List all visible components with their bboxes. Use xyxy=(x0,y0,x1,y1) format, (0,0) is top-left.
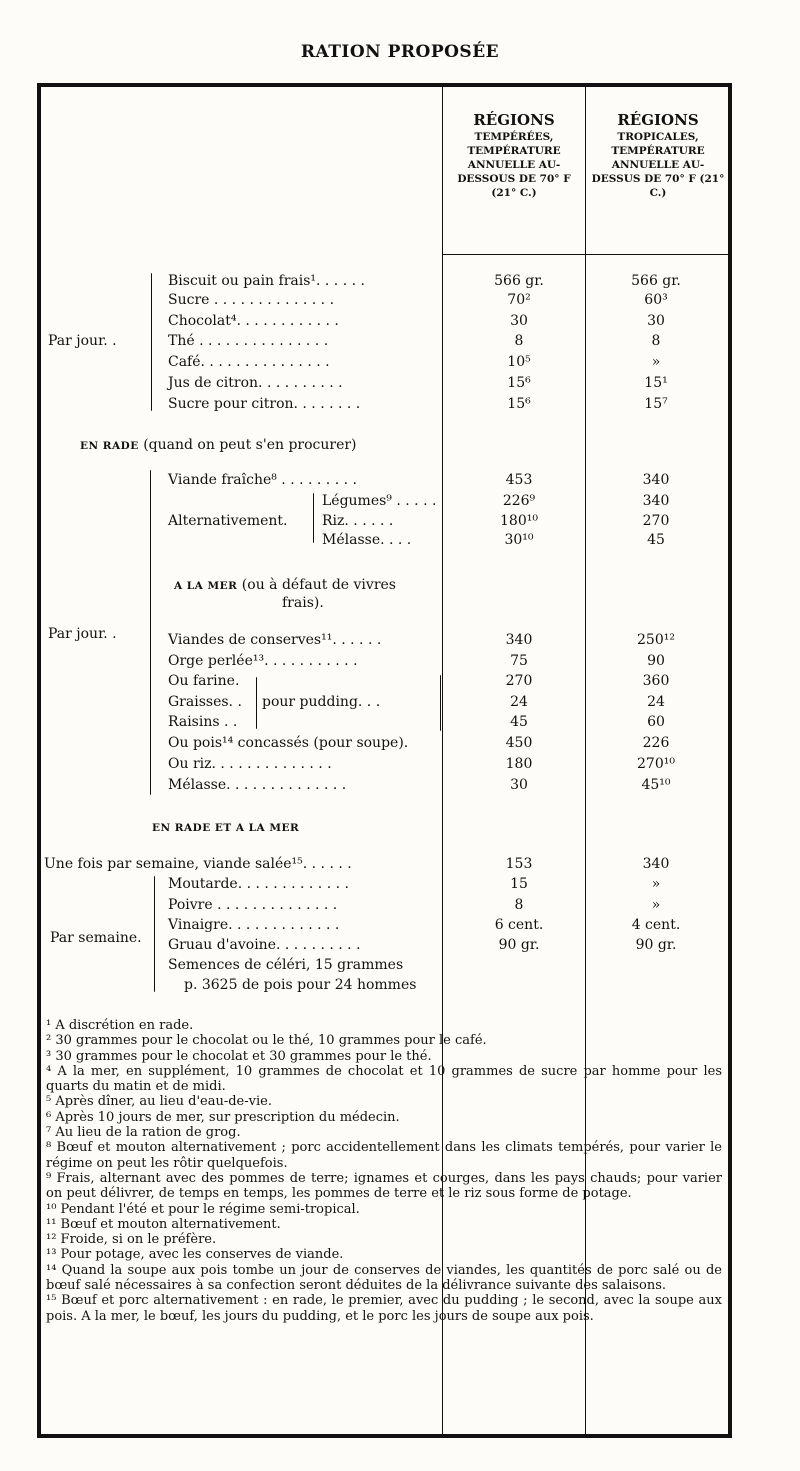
par-semaine-label: Par semaine. xyxy=(50,930,142,946)
row-label: Sucre . . . . . . . . . . . . . . xyxy=(168,292,335,308)
row-label: Sucre pour citron. . . . . . . . xyxy=(168,396,361,412)
row-value-temperate: 8 xyxy=(514,897,524,913)
row-value-tropical: 360 xyxy=(642,673,670,689)
row-value-tropical: 270¹⁰ xyxy=(637,756,675,772)
row-value-tropical: 340 xyxy=(642,493,670,509)
footnote: ³ 30 grammes pour le chocolat et 30 grammes pour le thé. xyxy=(46,1048,432,1064)
brace-alternativement xyxy=(313,493,314,543)
row-value-tropical: 226 xyxy=(642,735,670,751)
row-label: Mélasse. . . . . . . . . . . . . . xyxy=(168,777,347,793)
row-value-temperate: 45 xyxy=(510,714,528,730)
en-rade-heading xyxy=(80,436,357,455)
a-la-mer-heading xyxy=(174,576,396,595)
row-value-tropical: 90 xyxy=(647,653,665,669)
row-value-temperate: 450 xyxy=(505,735,533,751)
brace-pudding-right xyxy=(440,675,441,731)
row-value-tropical: 30 xyxy=(647,313,665,329)
row-value-temperate: 6 cent. xyxy=(494,917,544,933)
footnote: ⁷ Au lieu de la ration de grog. xyxy=(46,1125,241,1141)
row-value-tropical: 45¹⁰ xyxy=(641,777,671,793)
row-value-temperate: 453 xyxy=(505,472,533,488)
row-value-temperate: 180¹⁰ xyxy=(500,513,538,529)
header-temperate-title: RÉGIONS xyxy=(473,111,555,129)
footnote: ¹³ Pour potage, avec les conserves de viande. xyxy=(46,1247,344,1263)
footnote: ¹⁵ Bœuf et porc alternativement : en rade, le premier, avec du pudding ; le second, avec la soupe aux pois. A la mer, le bœuf, les jours du pudding, et le porc les jours de soupe aux pois. xyxy=(46,1293,722,1324)
row-value-tropical: 8 xyxy=(651,333,661,349)
row-label: Jus de citron. . . . . . . . . . xyxy=(168,375,343,391)
row-value-temperate: 15⁶ xyxy=(507,396,531,412)
row-value-tropical: 250¹² xyxy=(637,632,675,648)
row-label: Graisses. . xyxy=(168,694,242,710)
row-label: Orge perlée¹³. . . . . . . . . . . xyxy=(168,653,358,669)
row-value-temperate: 70² xyxy=(507,292,531,308)
footnote: ² 30 grammes pour le chocolat ou le thé, 10 grammes pour le café. xyxy=(46,1033,487,1049)
row-value-temperate: 180 xyxy=(505,756,533,772)
header-temperate xyxy=(446,110,582,200)
en-rade-label: EN RADE xyxy=(80,440,139,452)
row-value-tropical: 45 xyxy=(647,532,665,548)
footnote: ⁴ A la mer, en supplément, 10 grammes de chocolat et 10 grammes de sucre par homme pour les quarts du matin et de midi. xyxy=(46,1063,722,1095)
row-value-temperate: 153 xyxy=(505,856,533,872)
row-label: Café. . . . . . . . . . . . . . . xyxy=(168,354,330,370)
row-value-tropical: 15⁷ xyxy=(644,396,668,412)
footnote: ⁵ Après dîner, au lieu d'eau-de-vie. xyxy=(46,1094,272,1110)
brace-par-semaine xyxy=(154,876,155,992)
row-label: Ou riz. . . . . . . . . . . . . . xyxy=(168,756,332,772)
row-value-tropical: 566 gr. xyxy=(631,273,681,289)
row-value-tropical: 60³ xyxy=(644,292,668,308)
alternativement-label: Alternativement. xyxy=(168,513,288,529)
row-label: Poivre . . . . . . . . . . . . . . xyxy=(168,897,338,913)
row-label: Une fois par semaine, viande salée¹⁵. . . . . . xyxy=(44,856,352,872)
row-label: p. 3625 de pois pour 24 hommes xyxy=(184,977,417,993)
row-label: Légumes⁹ . . . . . xyxy=(322,493,437,509)
row-label: Raisins . . xyxy=(168,714,238,730)
row-value-tropical: » xyxy=(651,354,661,370)
header-rule xyxy=(442,254,728,255)
brace-par-jour xyxy=(151,273,152,411)
row-label: Gruau d'avoine. . . . . . . . . . xyxy=(168,937,361,953)
row-value-temperate: 226⁹ xyxy=(502,493,536,509)
row-value-temperate: 10⁵ xyxy=(507,354,531,370)
row-value-tropical: 4 cent. xyxy=(631,917,681,933)
row-value-tropical: 270 xyxy=(642,513,670,529)
row-label: Ou pois¹⁴ concassés (pour soupe). xyxy=(168,735,409,751)
row-value-tropical: 15¹ xyxy=(644,375,668,391)
en-rade-et-a-la-mer-heading: EN RADE ET A LA MER xyxy=(152,822,300,834)
row-label: Chocolat⁴. . . . . . . . . . . . xyxy=(168,313,339,329)
footnote: ¹⁴ Quand la soupe aux pois tombe un jour de conserves de viandes, les quantités de porc salé ou de bœuf salé nécessaires à sa confection seront déduites de la délivrance suivante des salaisons. xyxy=(46,1262,722,1294)
row-label: Riz. . . . . . xyxy=(322,513,394,529)
row-value-temperate: 24 xyxy=(510,694,528,710)
header-temperate-sub: TEMPÉRÉES, TEMPÉRATURE ANNUELLE AU-DESSOUS DE 70° F (21° C.) xyxy=(457,131,571,199)
row-value-temperate: 8 xyxy=(514,333,524,349)
footnote: ¹ A discrétion en rade. xyxy=(46,1018,194,1033)
row-label: Ou farine. xyxy=(168,673,240,689)
footnote: ¹² Froide, si on le préfère. xyxy=(46,1232,217,1248)
footnote: ¹⁰ Pendant l'été et pour le régime semi-tropical. xyxy=(46,1201,360,1217)
row-value-tropical: 340 xyxy=(642,472,670,488)
header-tropical-title: RÉGIONS xyxy=(617,111,699,129)
par-jour-label: Par jour. . xyxy=(48,333,117,349)
brace-par-jour-2 xyxy=(150,470,151,795)
row-value-temperate: 30¹⁰ xyxy=(504,532,534,548)
row-label: Semences de céléri, 15 grammes xyxy=(168,957,404,973)
footnote: ¹¹ Bœuf et mouton alternativement. xyxy=(46,1216,281,1232)
a-la-mer-label: A LA MER xyxy=(174,580,238,592)
row-value-temperate: 15 xyxy=(510,876,528,892)
row-value-temperate: 30 xyxy=(510,313,528,329)
row-value-tropical: 24 xyxy=(647,694,665,710)
row-value-temperate: 15⁶ xyxy=(507,375,531,391)
a-la-mer-note-2: frais). xyxy=(282,595,324,611)
row-value-temperate: 30 xyxy=(510,777,528,793)
row-value-temperate: 340 xyxy=(505,632,533,648)
footnote: ⁹ Frais, alternant avec des pommes de terre; ignames et courges, dans les pays chauds; pour varier on peut délivrer, de temps en temps, les pommes de terre et le riz sous forme de potage. xyxy=(46,1170,722,1202)
row-value-temperate: 566 gr. xyxy=(494,273,544,289)
row-value-temperate: 90 gr. xyxy=(498,937,540,953)
row-label: Mélasse. . . . xyxy=(322,532,412,548)
par-jour-label-2: Par jour. . xyxy=(48,626,117,642)
row-value-tropical: 90 gr. xyxy=(635,937,677,953)
row-label: Viandes de conserves¹¹. . . . . . xyxy=(168,632,382,648)
row-value-tropical: » xyxy=(651,876,661,892)
page-title: RATION PROPOSÉE xyxy=(300,42,500,62)
row-value-tropical: 60 xyxy=(647,714,665,730)
row-label: Vinaigre. . . . . . . . . . . . . xyxy=(168,917,340,933)
en-rade-note: (quand on peut s'en procurer) xyxy=(143,437,357,453)
pour-pudding-label: pour pudding. . . xyxy=(262,694,381,710)
footnote: ⁸ Bœuf et mouton alternativement ; porc accidentellement dans les climats tempérés, pour varier le régime on peut les rôtir quelquefois. xyxy=(46,1140,722,1171)
footnotes xyxy=(46,1018,722,1324)
a-la-mer-note-1: (ou à défaut de vivres xyxy=(241,577,396,593)
brace-pudding-left xyxy=(256,677,257,729)
row-value-temperate: 270 xyxy=(505,673,533,689)
header-tropical xyxy=(590,110,726,200)
footnote: ⁶ Après 10 jours de mer, sur prescription du médecin. xyxy=(46,1109,400,1125)
row-value-tropical: 340 xyxy=(642,856,670,872)
row-label: Moutarde. . . . . . . . . . . . . xyxy=(168,876,349,892)
row-value-tropical: » xyxy=(651,897,661,913)
row-value-temperate: 75 xyxy=(510,653,528,669)
row-label: Thé . . . . . . . . . . . . . . . xyxy=(168,333,329,349)
row-label: Viande fraîche⁸ . . . . . . . . . xyxy=(168,472,357,488)
header-tropical-sub: TROPICALES, TEMPÉRATURE ANNUELLE AU-DESSUS DE 70° F (21° C.) xyxy=(591,131,725,199)
row-label: Biscuit ou pain frais¹. . . . . . xyxy=(168,273,365,289)
